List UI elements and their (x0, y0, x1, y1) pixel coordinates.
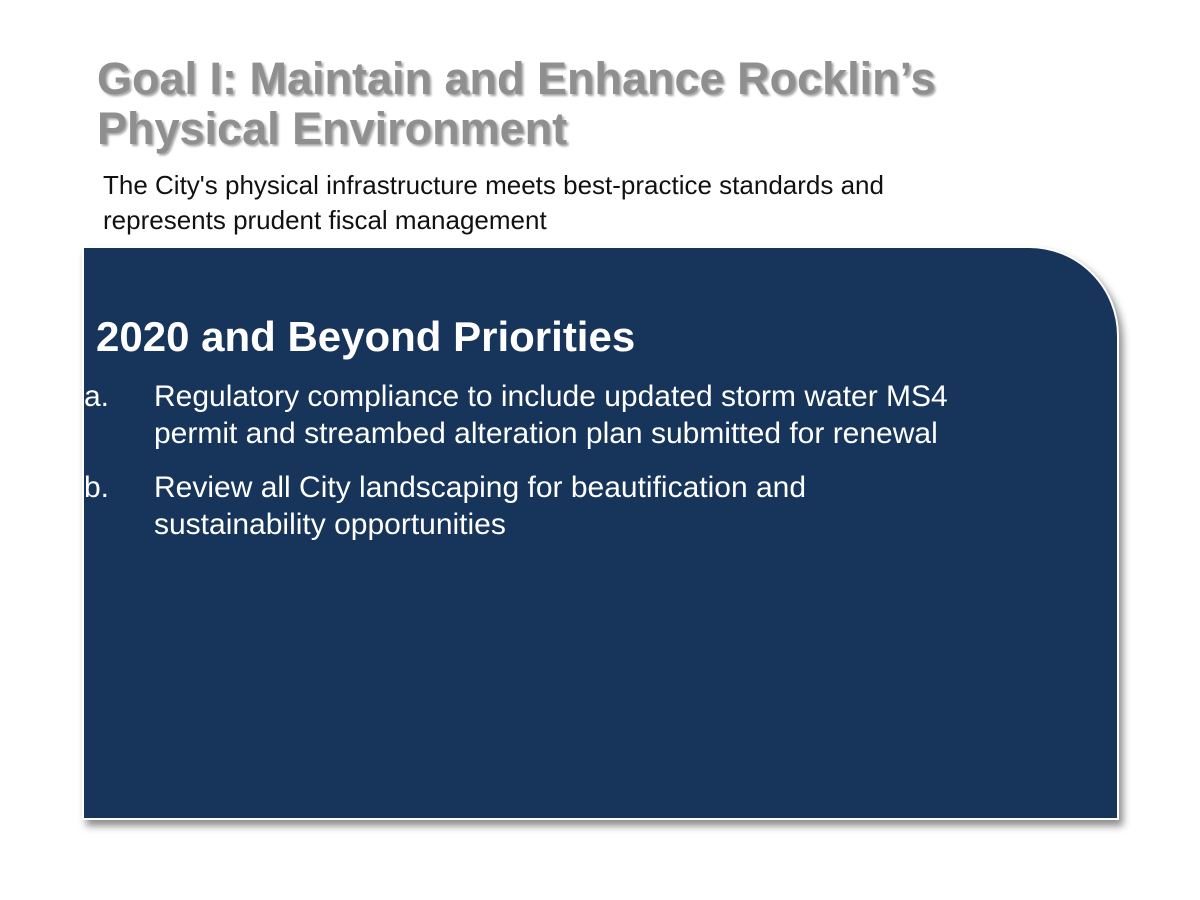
priority-marker-a: a. (84, 380, 110, 413)
slide-title-line-2: Physical Environment (97, 103, 568, 154)
priority-text-b (154, 469, 1084, 543)
priority-text-b-line-2: sustainability opportunities (154, 508, 506, 541)
priority-text-a-line-2: permit and streambed alteration plan submitted for renewal (154, 417, 938, 450)
slide-subtitle-line-1: The City's physical infrastructure meets best-practice standards and (103, 170, 884, 200)
priorities-heading: 2020 and Beyond Priorities (96, 313, 636, 360)
priority-text-a-line-1: Regulatory compliance to include updated storm water MS4 (154, 380, 948, 413)
priority-item-b (84, 469, 1084, 543)
priority-text-a (154, 378, 1084, 452)
priorities-panel (82, 246, 1119, 820)
priorities-list (84, 378, 1084, 560)
slide-subtitle-line-2: represents prudent fiscal management (103, 205, 547, 235)
slide-title-line-1: Goal I: Maintain and Enhance Rocklin’s (97, 53, 936, 104)
priority-marker-b: b. (84, 471, 110, 504)
slide-subtitle (103, 168, 1083, 238)
slide-title (97, 54, 1097, 154)
priority-text-b-line-1: Review all City landscaping for beautification and (154, 471, 807, 504)
priority-item-a (84, 378, 1084, 452)
